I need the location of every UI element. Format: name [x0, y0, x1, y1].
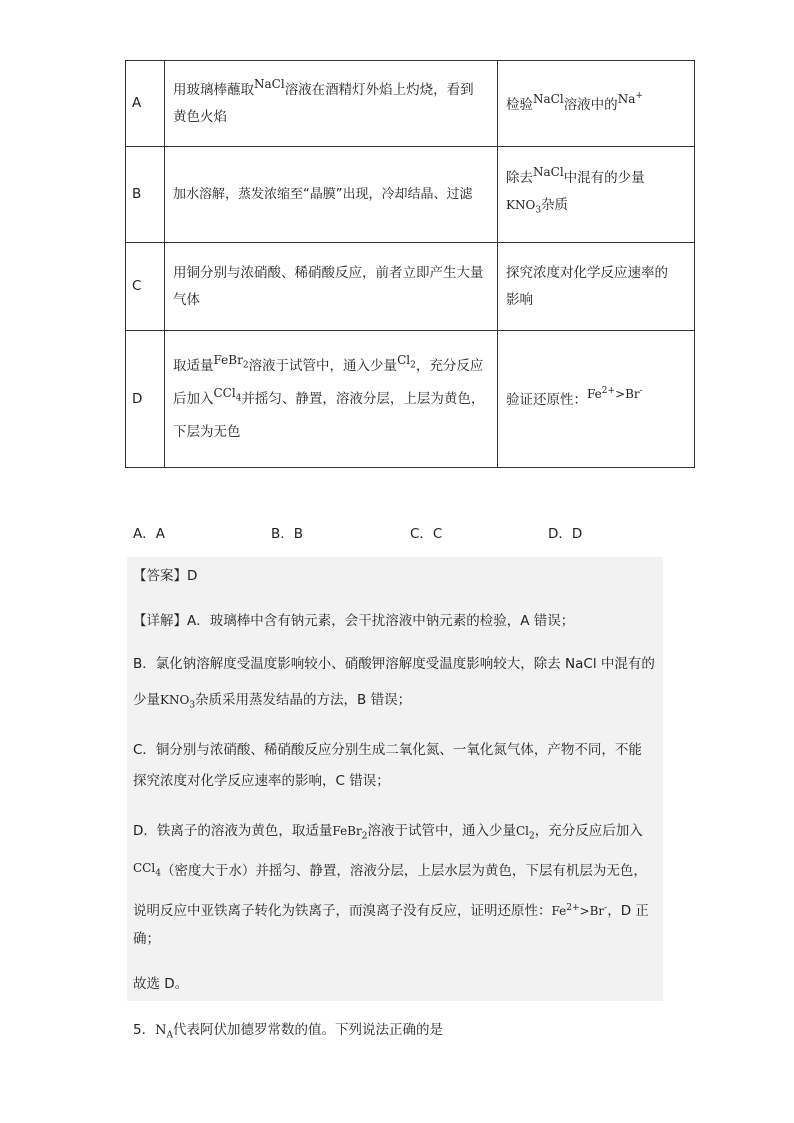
- detail-d-line4: 确；: [133, 931, 160, 947]
- answer-line: 【答案】D: [133, 568, 198, 584]
- row-purpose: [498, 243, 695, 331]
- row-label: D: [126, 331, 165, 468]
- table-row: [126, 147, 695, 243]
- formula: NaCl: [533, 164, 564, 179]
- formula: CCl$_4$: [213, 386, 242, 404]
- text: ，充分反应: [415, 357, 484, 374]
- table-row: [126, 61, 695, 147]
- row-description: [165, 331, 498, 468]
- row-purpose: [498, 61, 695, 147]
- text: 溶液中的: [563, 96, 618, 113]
- option-b[interactable]: B．B: [271, 526, 304, 542]
- option-d[interactable]: D．D: [548, 526, 583, 542]
- row-description: [165, 243, 498, 331]
- formula: FeBr$_2$: [213, 352, 249, 370]
- detail-b-line1: B．氯化钠溶解度受温度影响较小、硝酸钾溶解度受温度影响较大，除去 NaCl 中混有的: [133, 656, 655, 672]
- formula: NaCl: [254, 76, 285, 91]
- formula: $Fe^{2+}>Br^-$: [587, 386, 643, 401]
- option-a[interactable]: A．A: [133, 526, 165, 542]
- question-table: [125, 60, 695, 468]
- text: 探究浓度对化学反应速率的: [506, 264, 668, 281]
- formula: $Cl_2$: [397, 352, 416, 370]
- formula: Na+: [617, 90, 643, 106]
- formula: NaCl: [533, 91, 564, 106]
- text: 黄色火焰: [173, 108, 227, 125]
- row-label: A: [126, 61, 165, 147]
- detail-c-line2: 探究浓度对化学反应速率的影响，C 错误；: [133, 773, 390, 789]
- detail-d-line3: 说明反应中亚铁离子转化为铁离子，而溴离子没有反应，证明还原性：$Fe^{2+}>Br^-$，D 正: [133, 903, 649, 919]
- text: 取适量: [173, 357, 214, 374]
- formula: $KNO_3$: [506, 197, 542, 216]
- text: 影响: [506, 291, 533, 308]
- text: 下层为无色: [173, 424, 241, 441]
- detail-a: 【详解】A．玻璃棒中含有钠元素，会干扰溶液中钠元素的检验，A 错误；: [133, 613, 575, 629]
- row-purpose: [498, 147, 695, 243]
- conclusion: 故选 D。: [133, 976, 189, 992]
- table-row: [126, 243, 695, 331]
- question-number: 5．: [133, 1022, 156, 1038]
- row-description: 加水溶解，蒸发浓缩至“晶膜”出现，冷却结晶、过滤: [165, 147, 498, 243]
- text: 检验: [506, 96, 533, 113]
- table-row: [126, 331, 695, 468]
- row-label: B: [126, 147, 165, 243]
- answer-options: [133, 522, 693, 542]
- detail-b-line2: 少量$KNO_3$杂质采用蒸发结晶的方法，B 错误；: [133, 692, 412, 711]
- text: 后加入: [173, 391, 214, 407]
- text: 用玻璃棒蘸取: [173, 81, 254, 98]
- next-question: 5．$N_A$代表阿伏加德罗常数的值。下列说法正确的是: [133, 1022, 443, 1041]
- text: 溶液于试管中，通入少量: [248, 357, 398, 374]
- text: 并摇匀、静置，溶液分层，上层为黄色，: [241, 391, 485, 407]
- text: 用铜分别与浓硝酸、稀硝酸反应，前者立即产生大量: [173, 264, 484, 281]
- text: 杂质: [541, 196, 569, 213]
- detail-d-line2: CCl$_4$（密度大于水）并摇匀、静置，溶液分层，上层水层为黄色，下层有机层为无色，: [133, 861, 647, 879]
- row-purpose: [498, 331, 695, 468]
- text: 除去: [506, 169, 533, 186]
- text: 中混有的少量: [563, 169, 645, 186]
- detail-d-line1: D．铁离子的溶液为黄色，取适量FeBr$_2$溶液于试管中，通入少量$Cl_2$，充分反应后加入: [133, 823, 643, 842]
- question-text: 代表阿伏加德罗常数的值。下列说法正确的是: [172, 1022, 443, 1038]
- row-label: C: [126, 243, 165, 331]
- row-description: [165, 61, 498, 147]
- text: 验证还原性：: [506, 392, 587, 408]
- text: 溶液在酒精灯外焰上灼烧，看到: [284, 81, 474, 98]
- text: 气体: [173, 291, 200, 308]
- detail-c-line1: C．铜分别与浓硝酸、稀硝酸反应分别生成二氧化氮、一氧化氮气体，产物不同，不能: [133, 742, 642, 758]
- option-c[interactable]: C．C: [410, 526, 443, 542]
